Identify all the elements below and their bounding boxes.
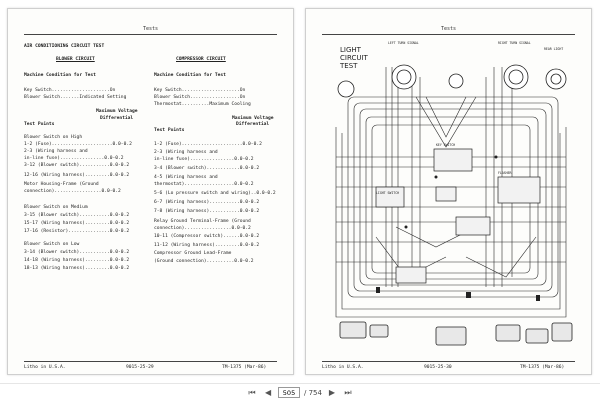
blower-row: 17-16 (Resistor)...............0.0-0.2 bbox=[24, 229, 130, 234]
compressor-col-voltage: Maximum Voltage bbox=[232, 116, 274, 121]
blower-row: 3-15 (Blower switch)...........0.0-0.2 bbox=[24, 213, 130, 218]
blower-heading: BLOWER CIRCUIT bbox=[56, 57, 95, 62]
compressor-row: 1-2 (Fuse)......................0.0-0.2 bbox=[154, 142, 262, 147]
footer-tm: TM-1375 (Mar-86) bbox=[222, 365, 267, 370]
total-pages: / 754 bbox=[304, 388, 322, 397]
wiring-diagram bbox=[316, 37, 581, 355]
last-page-icon[interactable]: ⏭ bbox=[344, 387, 352, 397]
compressor-row: 4-5 (Wiring harness and bbox=[154, 175, 218, 180]
compressor-condition: Blower Switch..................On bbox=[154, 95, 246, 100]
diagram-label: LIGHT SWITCH bbox=[376, 191, 400, 195]
page-navigation-toolbar bbox=[0, 383, 600, 401]
page-number-input[interactable] bbox=[278, 387, 300, 398]
footer-rule bbox=[24, 361, 277, 362]
compressor-row: Relay Ground Terminal-Frame (Ground bbox=[154, 219, 251, 224]
compressor-row: (Ground connection)..........0.0-0.2 bbox=[154, 259, 254, 264]
compressor-row: 2-3 (Wiring harness and bbox=[154, 150, 218, 155]
compressor-row: in-line fuse)................0.0-0.2 bbox=[154, 157, 254, 162]
footer-litho: Litho in U.S.A. bbox=[322, 365, 364, 370]
blower-row: 3-12 (Blower switch)...........0.0-0.2 bbox=[24, 163, 130, 168]
diagram-label: REAR LIGHT bbox=[544, 47, 564, 51]
header-rule bbox=[322, 34, 575, 35]
diagram-label: RIGHT TURN SIGNAL bbox=[498, 41, 531, 45]
compressor-condition-heading: Machine Condition for Test bbox=[154, 73, 226, 78]
compressor-condition: Key Switch.....................On bbox=[154, 88, 246, 93]
blower-row: 2-3 (Wiring harness and bbox=[24, 149, 88, 154]
blower-row: Blower Switch on High bbox=[24, 135, 83, 140]
first-page-icon[interactable]: ⏮ bbox=[248, 387, 256, 397]
footer-litho: Litho in U.S.A. bbox=[24, 365, 66, 370]
blower-row: 1-2 (Fuse)......................0.0-0.2 bbox=[24, 142, 132, 147]
compressor-row: 10-11 (Compressor switch)......0.0-0.2 bbox=[154, 234, 260, 239]
diagram-label: LEFT TURN SIGNAL bbox=[388, 41, 419, 45]
blower-condition: Key Switch.....................On bbox=[24, 88, 116, 93]
diagram-title-line: CIRCUIT bbox=[340, 54, 368, 62]
compressor-row: connection).................0.0-0.2 bbox=[154, 226, 251, 231]
blower-row: 18-13 (Wiring harness).........0.0-0.2 bbox=[24, 266, 130, 271]
blower-condition-heading: Machine Condition for Test bbox=[24, 73, 96, 78]
compressor-heading: COMPRESSOR CIRCUIT bbox=[176, 57, 226, 62]
footer-rule bbox=[322, 361, 575, 362]
blower-row: 15-17 (Wiring harness).........0.0-0.2 bbox=[24, 221, 130, 226]
right-page-header: Tests bbox=[440, 26, 457, 32]
blower-row: 3-14 (Blower switch)...........0.0-0.2 bbox=[24, 250, 130, 255]
compressor-row: 11-12 (Wiring harness).........0.0-0.2 bbox=[154, 243, 260, 248]
left-page-header: Tests bbox=[142, 26, 159, 32]
compressor-row: 7-8 (Wiring harness)...........0.0-0.2 bbox=[154, 209, 260, 214]
previous-page-icon[interactable]: ◀ bbox=[264, 388, 272, 397]
compressor-condition: Thermostat..........Maximum Cooling bbox=[154, 102, 251, 107]
compressor-row: 5-6 (Lo pressure switch and wiring)..0.0-0.2 bbox=[154, 191, 276, 196]
blower-row: Blower Switch on Medium bbox=[24, 205, 88, 210]
compressor-row: Compressor Ground Lead-Frame bbox=[154, 251, 232, 256]
header-rule bbox=[24, 34, 277, 35]
next-page-icon[interactable]: ▶ bbox=[328, 388, 336, 397]
blower-row: Blower Switch on Low bbox=[24, 242, 80, 247]
diagram-label: FLASHER bbox=[498, 171, 512, 175]
diagram-title-line: LIGHT bbox=[340, 46, 361, 54]
footer-tm: TM-1375 (Mar-86) bbox=[520, 365, 565, 370]
right-page bbox=[305, 8, 592, 375]
blower-condition: Blower Switch.......Indicated Setting bbox=[24, 95, 127, 100]
compressor-col-points: Test Points bbox=[154, 128, 185, 133]
compressor-col-diff: Differential bbox=[236, 122, 270, 127]
diagram-title-line: TEST bbox=[340, 62, 358, 70]
compressor-row: 3-4 (Blower switch)............0.0-0.2 bbox=[154, 166, 260, 171]
footer-page-code: 9015-25-29 bbox=[126, 365, 154, 370]
diagram-label: KEY SWITCH bbox=[436, 143, 456, 147]
compressor-row: thermostat)..................0.0-0.2 bbox=[154, 182, 254, 187]
blower-col-points: Test Points bbox=[24, 122, 55, 127]
section-title: AIR CONDITIONING CIRCUIT TEST bbox=[24, 44, 105, 49]
blower-row: in-line fuse)................0.0-0.2 bbox=[24, 156, 124, 161]
left-page bbox=[7, 8, 294, 375]
blower-col-voltage: Maximum Voltage bbox=[96, 109, 138, 114]
blower-row: 14-18 (Wiring harness).........0.0-0.2 bbox=[24, 258, 130, 263]
blower-row: 12-16 (Wiring harness).........0.0-0.2 bbox=[24, 173, 130, 178]
blower-row: Motor Housing-Frame (Ground bbox=[24, 182, 99, 187]
blower-row: connection).................0.0-0.2 bbox=[24, 189, 121, 194]
footer-page-code: 9015-25-30 bbox=[424, 365, 452, 370]
compressor-row: 6-7 (Wiring harness)...........0.0-0.2 bbox=[154, 200, 260, 205]
blower-col-diff: Differential bbox=[100, 116, 134, 121]
